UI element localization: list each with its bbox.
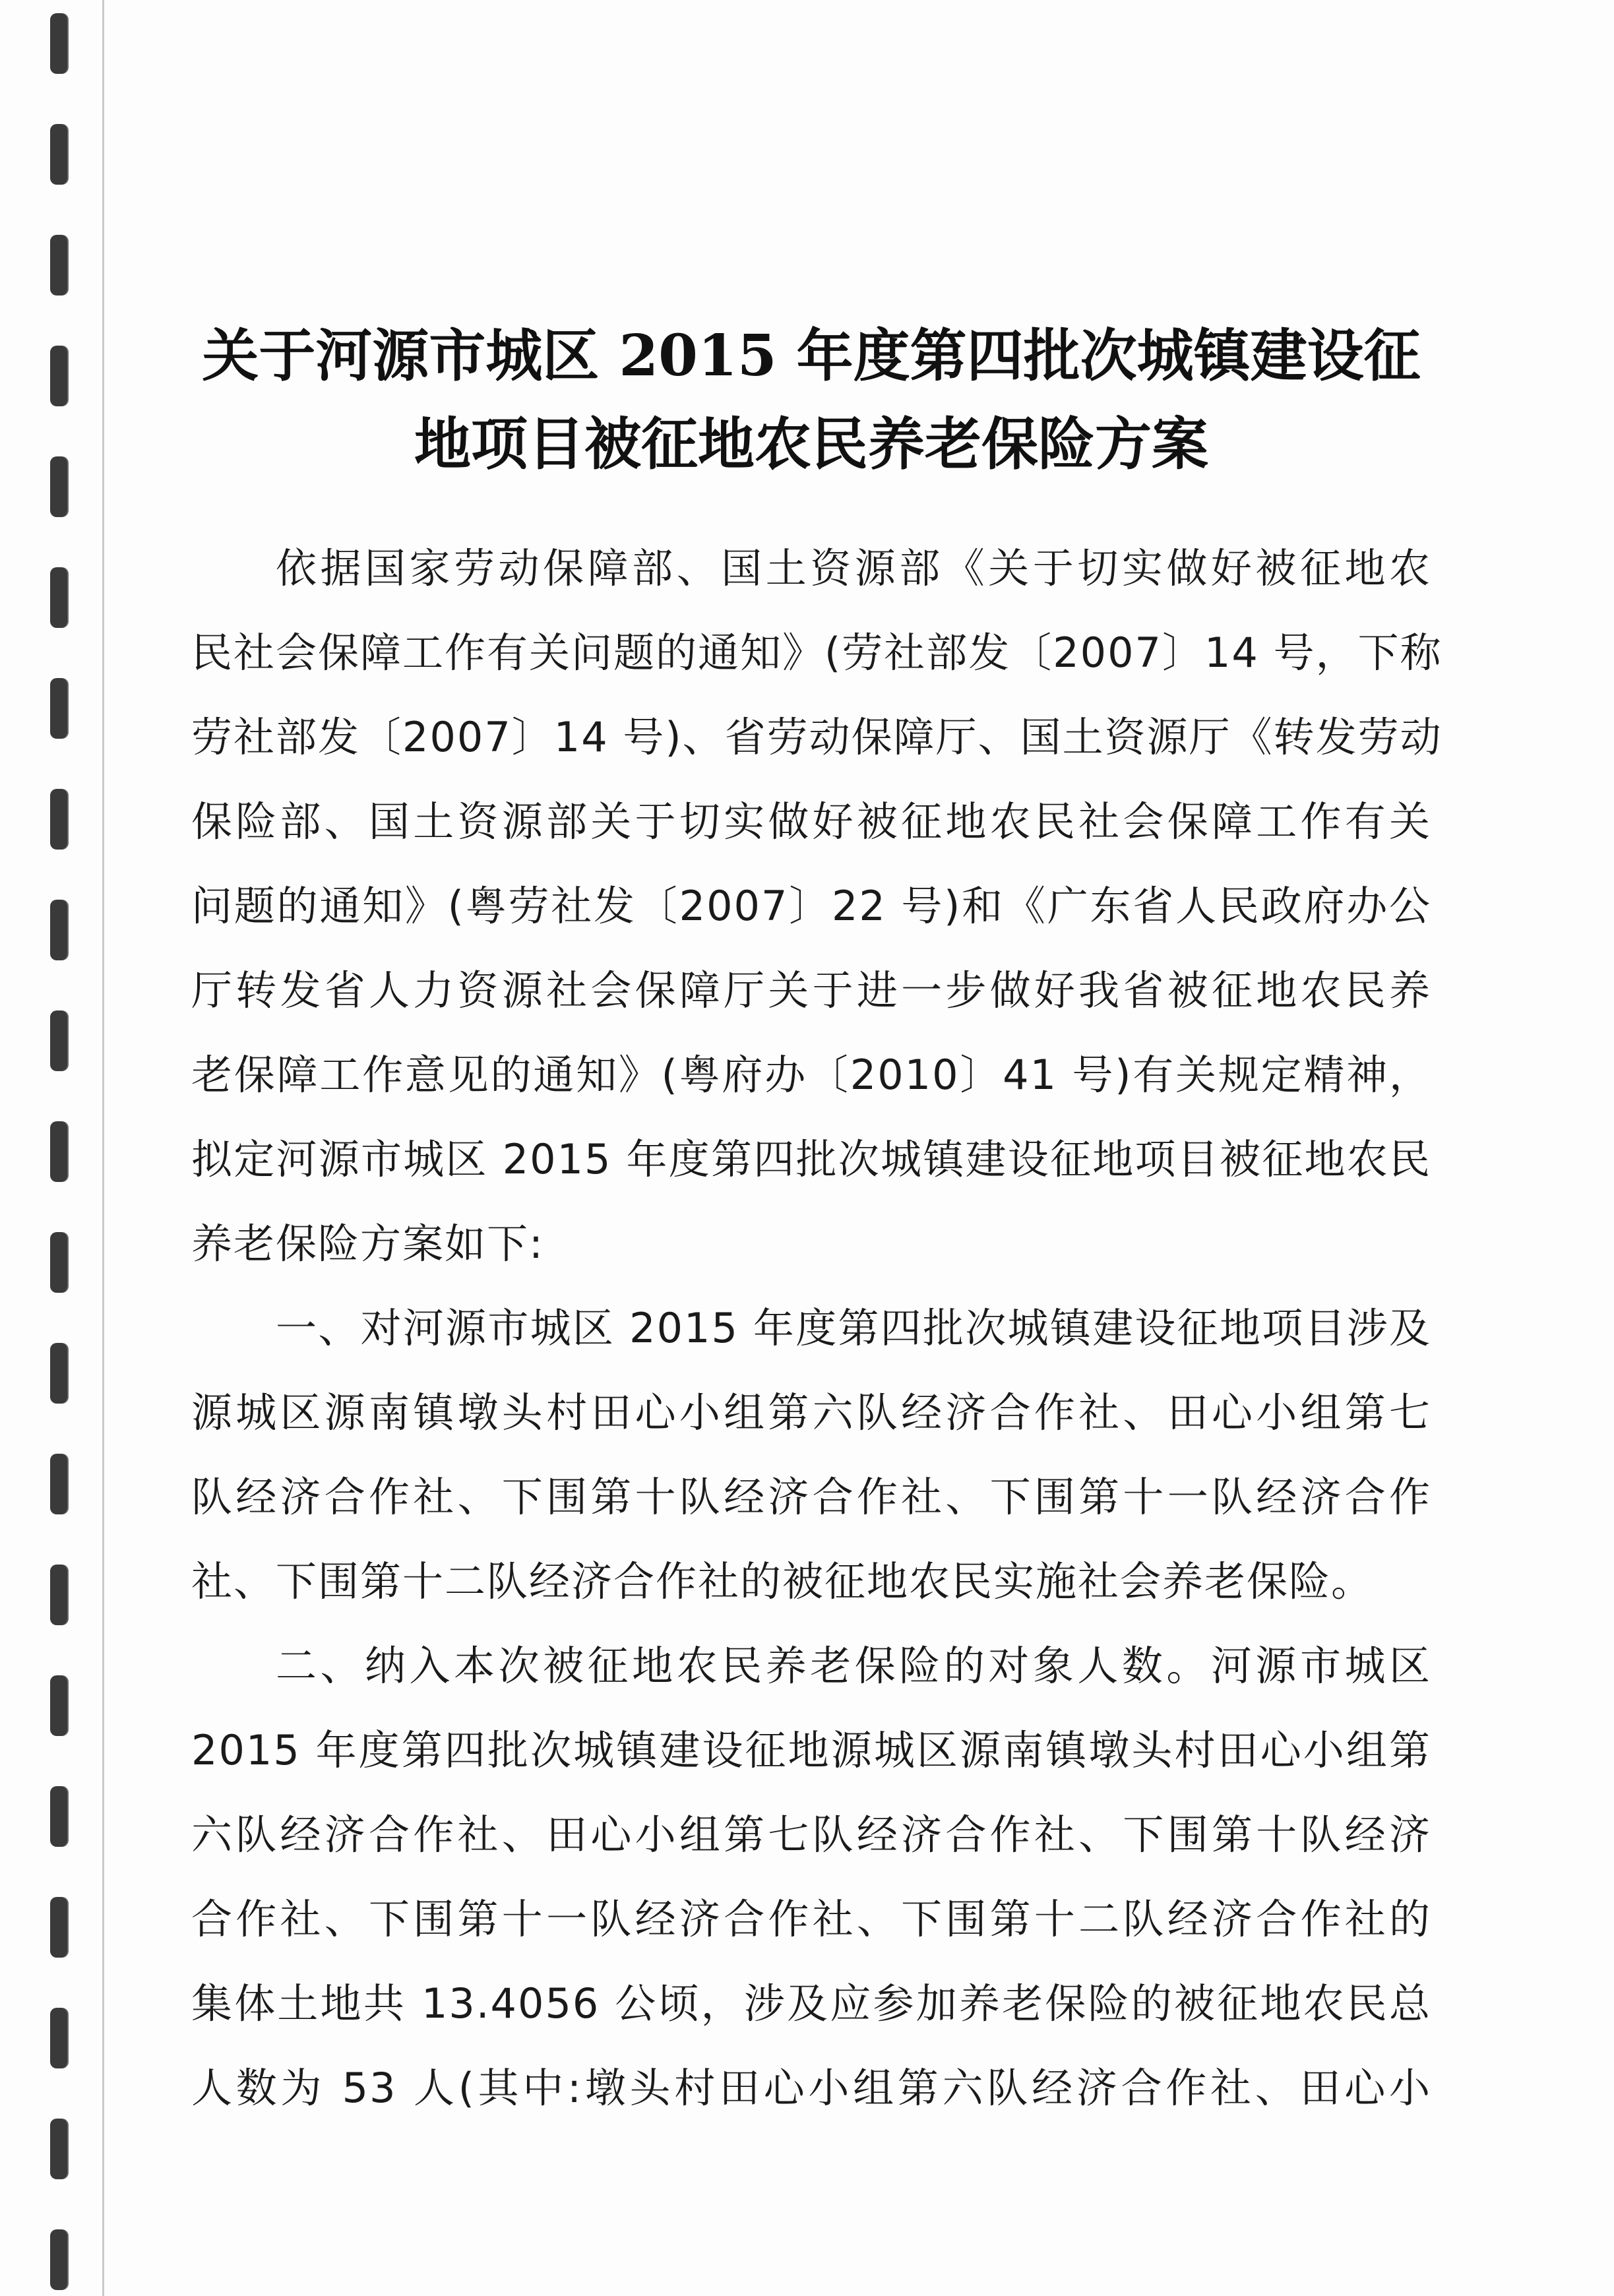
punch-hole	[50, 789, 67, 850]
paragraph-1-line: 依据国家劳动保障部、国土资源部《关于切实做好被征地农	[276, 544, 1431, 592]
paragraph-1-line: 劳社部发〔2007〕14 号)、省劳动保障厅、国土资源厅《转发劳动	[191, 713, 1443, 761]
punch-hole	[50, 1010, 67, 1071]
paragraph-1-line: 保险部、国土资源部关于切实做好被征地农民社会保障工作有关	[191, 797, 1431, 846]
punch-hole	[50, 1897, 67, 1958]
punch-hole	[50, 567, 67, 628]
paragraph-1-line: 老保障工作意见的通知》(粤府办〔2010〕41 号)有关规定精神，	[191, 1051, 1431, 1099]
punch-hole	[50, 1786, 67, 1847]
binding-edge	[102, 0, 104, 2296]
paragraph-1-line: 民社会保障工作有关问题的通知》(劳社部发〔2007〕14 号，下称	[191, 629, 1443, 677]
paragraph-3-line: 2015 年度第四批次城镇建设征地源城区源南镇墩头村田心小组第	[191, 1726, 1431, 1774]
punch-hole	[50, 1565, 67, 1625]
paragraph-2-line: 社、下围第十二队经济合作社的被征地农民实施社会养老保险。	[191, 1557, 1374, 1605]
paragraph-2-line: 源城区源南镇墩头村田心小组第六队经济合作社、田心小组第七	[191, 1388, 1431, 1437]
paragraph-3-line: 集体土地共 13.4056 公顷，涉及应参加养老保险的被征地农民总	[191, 1979, 1431, 2028]
punch-hole	[50, 346, 67, 406]
punch-hole	[50, 456, 67, 517]
punch-hole	[50, 235, 67, 295]
paragraph-1-line: 拟定河源市城区 2015 年度第四批次城镇建设征地项目被征地农民	[191, 1135, 1431, 1183]
paragraph-2-line: 一、对河源市城区 2015 年度第四批次城镇建设征地项目涉及	[276, 1304, 1431, 1352]
punch-hole	[50, 678, 67, 739]
punch-hole	[50, 900, 67, 960]
paragraph-2-line: 队经济合作社、下围第十队经济合作社、下围第十一队经济合作	[191, 1473, 1431, 1521]
paragraph-1-line: 厅转发省人力资源社会保障厅关于进一步做好我省被征地农民养	[191, 966, 1431, 1014]
paragraph-1-line: 问题的通知》(粤劳社发〔2007〕22 号)和《广东省人民政府办公	[191, 882, 1431, 930]
paragraph-3-line: 二、纳入本次被征地农民养老保险的对象人数。河源市城区	[276, 1642, 1431, 1690]
paragraph-3-line: 人数为 53 人(其中:墩头村田心小组第六队经济合作社、田心小	[191, 2064, 1431, 2112]
punch-hole	[50, 2119, 67, 2179]
punch-hole	[50, 1675, 67, 1736]
punch-hole	[50, 124, 67, 185]
paragraph-3-line: 合作社、下围第十一队经济合作社、下围第十二队经济合作社的	[191, 1895, 1431, 1943]
punch-hole	[50, 1232, 67, 1293]
paragraph-1-line: 养老保险方案如下:	[191, 1220, 544, 1268]
punch-hole	[50, 1454, 67, 1514]
punch-hole	[50, 1343, 67, 1404]
punch-hole	[50, 1121, 67, 1182]
punch-hole	[50, 2229, 67, 2290]
punch-hole	[50, 13, 67, 74]
paragraph-3-line: 六队经济合作社、田心小组第七队经济合作社、下围第十队经济	[191, 1811, 1431, 1859]
document-title-line-2: 地项目被征地农民养老保险方案	[414, 411, 1208, 478]
punch-hole	[50, 2008, 67, 2068]
document-title-line-1: 关于河源市城区 2015 年度第四批次城镇建设征	[202, 323, 1421, 389]
